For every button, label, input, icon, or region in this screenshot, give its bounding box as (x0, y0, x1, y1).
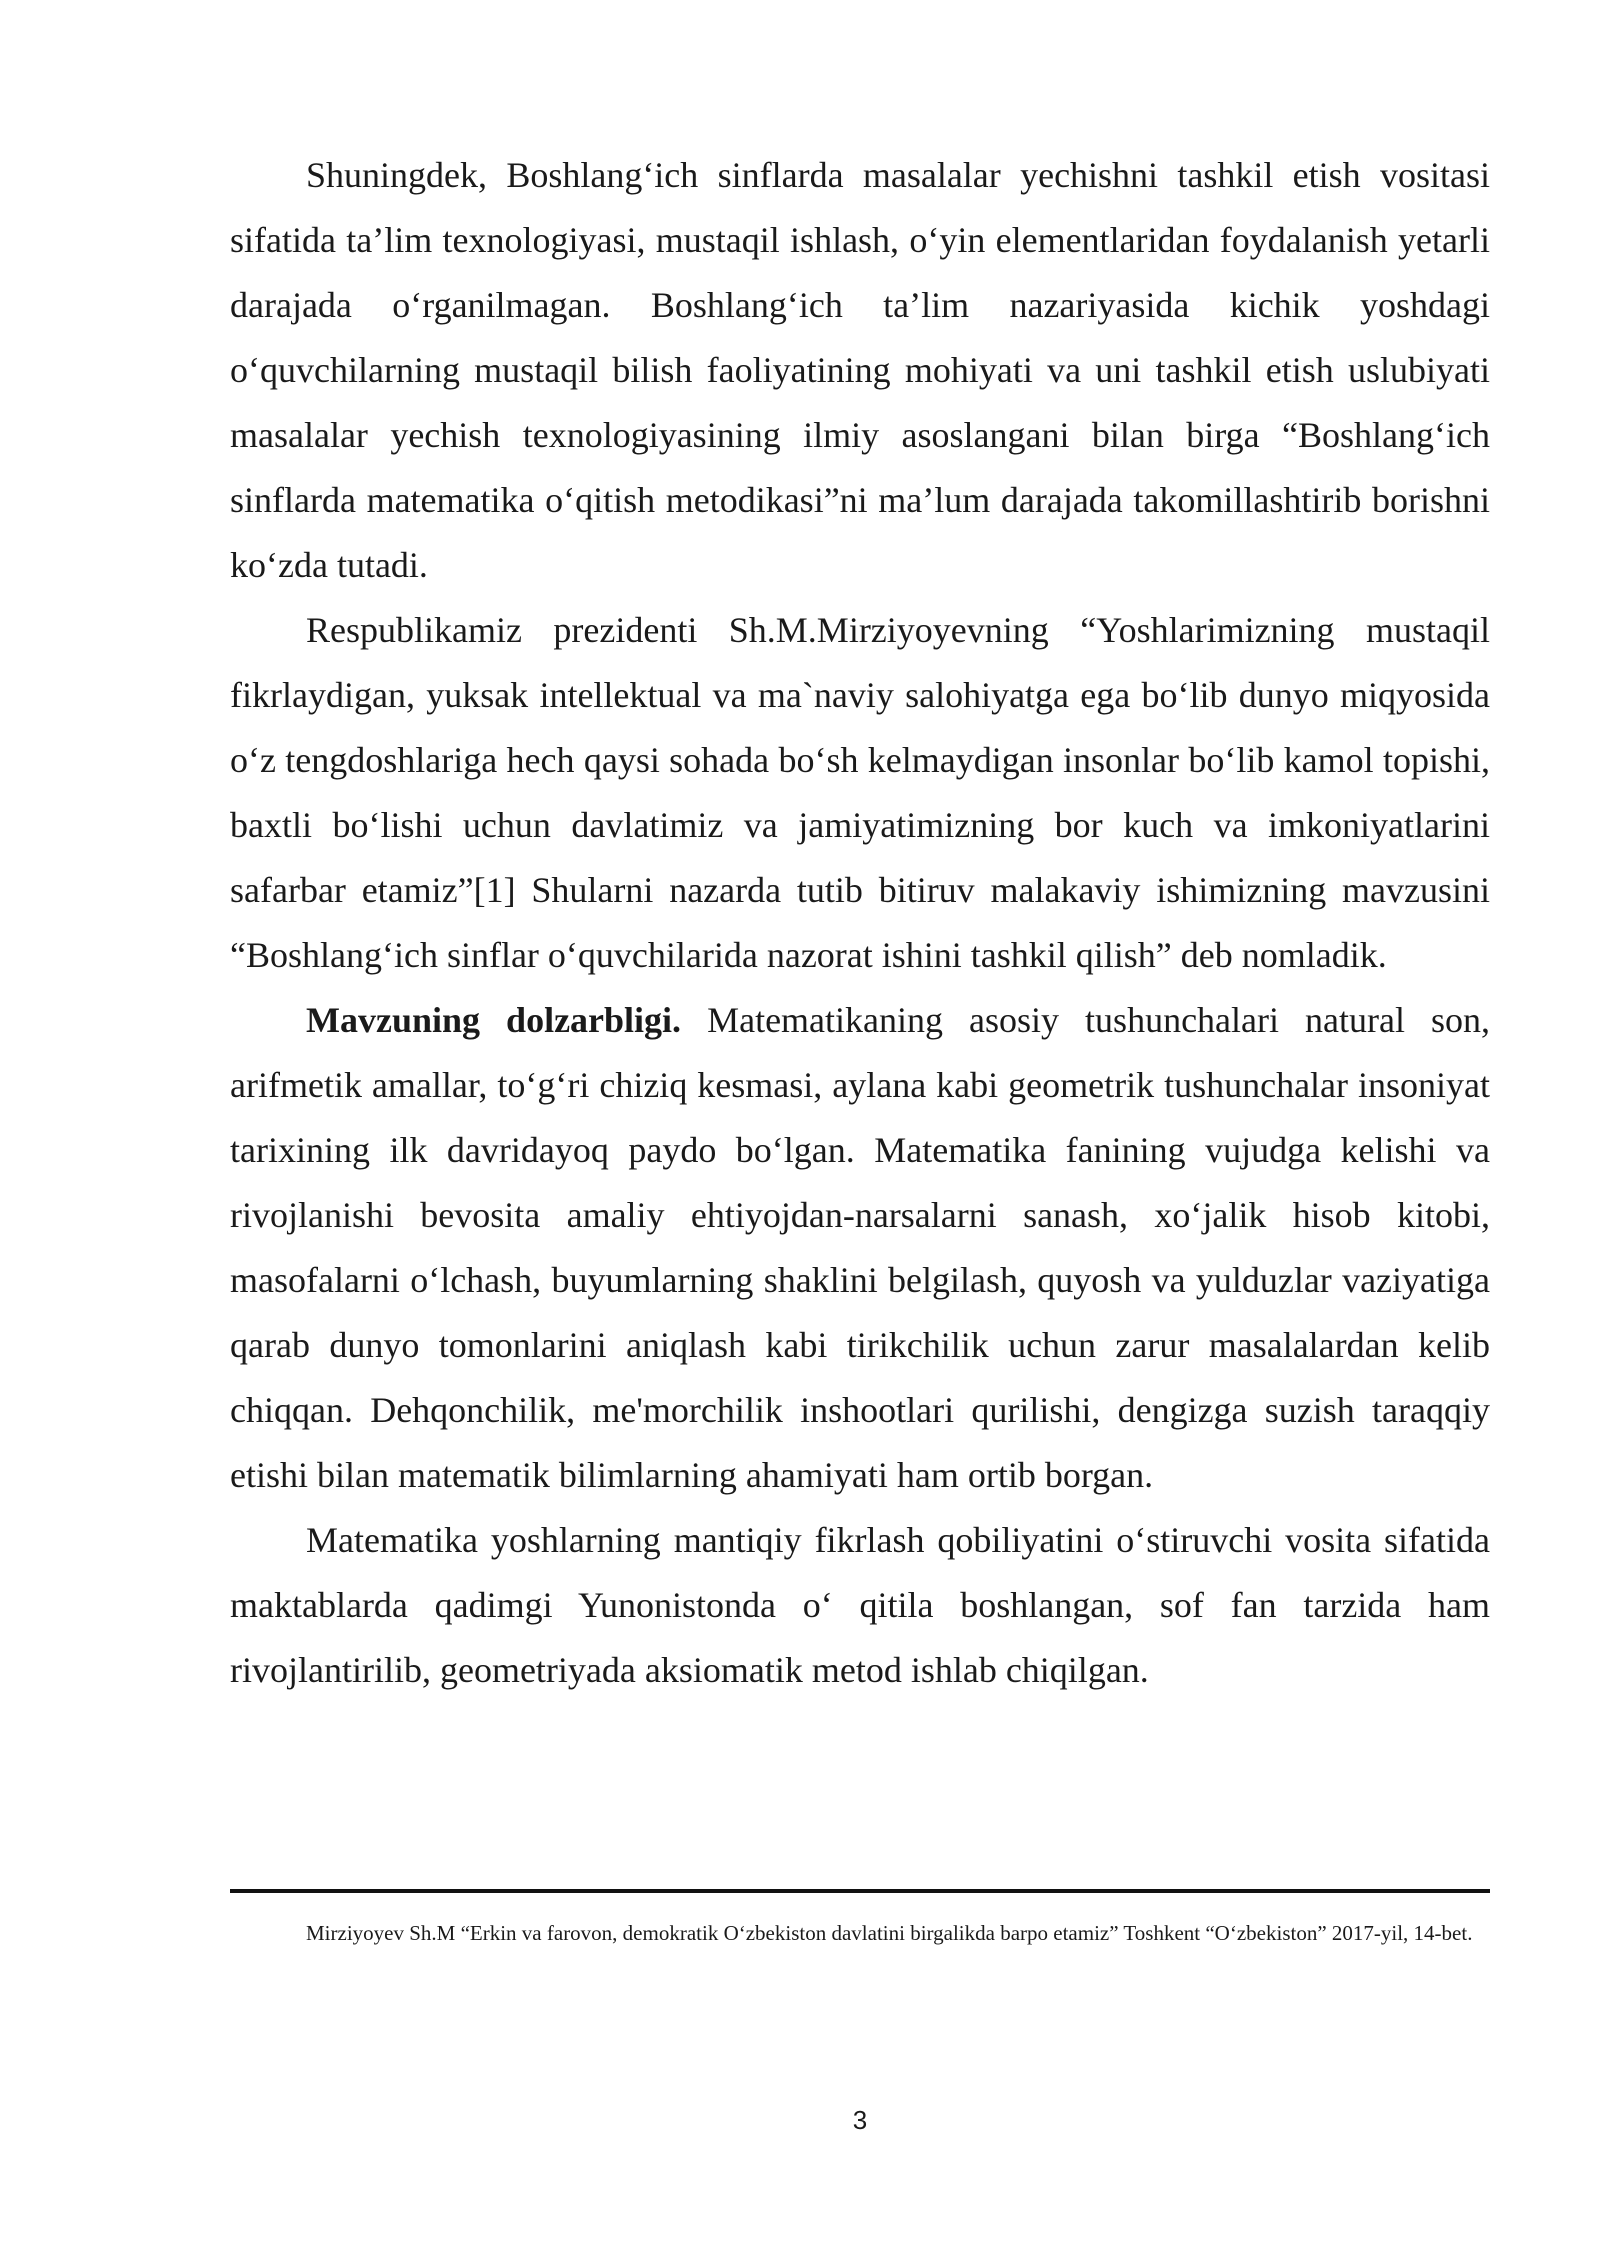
section-heading-relevance: Mavzuning dolzarbligi. (306, 1000, 682, 1040)
paragraph-2-text: Respublikamiz prezidenti Sh.M.Mirziyoyevning “Yoshlarimizning mustaqil fikrlaydigan, yuksak intellektual va ma`naviy salohiyatga ega bo‘lib dunyo miqyosida o‘z tengdoshlariga hech qaysi sohada bo‘sh kelmaydigan insonlar bo‘lib kamol topishi, baxtli bo‘lishi uchun davlatimiz va jamiyatimizning bor kuch va imkoniyatlarini safarbar etamiz”[1] Shularni nazarda tutib bitiruv malakaviy ishimizning mavzusini “Boshlang‘ich sinflar o‘quvchilarida nazorat ishini tashkil qilish” deb nomladik. (230, 610, 1490, 975)
paragraph-1 (230, 143, 1490, 598)
body-text (230, 143, 1490, 1703)
paragraph-4 (230, 1508, 1490, 1703)
paragraph-3 (230, 988, 1490, 1508)
paragraph-3-text: Matematikaning asosiy tushunchalari natural son, arifmetik amallar, to‘g‘ri chiziq kesmasi, aylana kabi geometrik tushunchalar insoniyat tarixining ilk davridayoq paydo bo‘lgan. Matematika fanining vujudga kelishi va rivojlanishi bevosita amaliy ehtiyojdan-narsalarni sanash, xo‘jalik hisob kitobi, masofalarni o‘lchash, buyumlarning shaklini belgilash, quyosh va yulduzlar vaziyatiga qarab dunyo tomonlarini aniqlash kabi tirikchilik uchun zarur masalalardan kelib chiqqan. Dehqonchilik, me'morchilik inshootlari qurilishi, dengizga suzish taraqqiy etishi bilan matematik bilimlarning ahamiyati ham ortib borgan. (230, 1000, 1490, 1495)
footnote: Mirziyoyev Sh.M “Erkin va farovon, demokratik O‘zbekiston davlatini birgalikda barpo etamiz” Toshkent “O‘zbekiston” 2017-yil, 14-bet. (306, 1921, 1473, 1945)
paragraph-2 (230, 598, 1490, 988)
footnote-separator (230, 1889, 1490, 1893)
paragraph-4-text: Matematika yoshlarning mantiqiy fikrlash qobiliyatini o‘stiruvchi vosita sifatida maktablarda qadimgi Yunonistonda o‘ qitila boshlangan, sof fan tarzida ham rivojlantirilib, geometriyada aksiomatik metod ishlab chiqilgan. (230, 1520, 1490, 1690)
page-number: 3 (852, 2105, 868, 2135)
paragraph-1-text: Shuningdek, Boshlang‘ich sinflarda masalalar yechishni tashkil etish vositasi sifatida ta’lim texnologiyasi, mustaqil ishlash, o‘yin elementlaridan foydalanish yetarli darajada o‘rganilmagan. Boshlang‘ich ta’lim nazariyasida kichik yoshdagi o‘quvchilarning mustaqil bilish faoliyatining mohiyati va uni tashkil etish uslubiyati masalalar yechish texnologiyasining ilmiy asoslangani bilan birga “Boshlang‘ich sinflarda matematika o‘qitish metodikasi”ni ma’lum darajada takomillashtirib borishni ko‘zda tutadi. (230, 155, 1490, 585)
